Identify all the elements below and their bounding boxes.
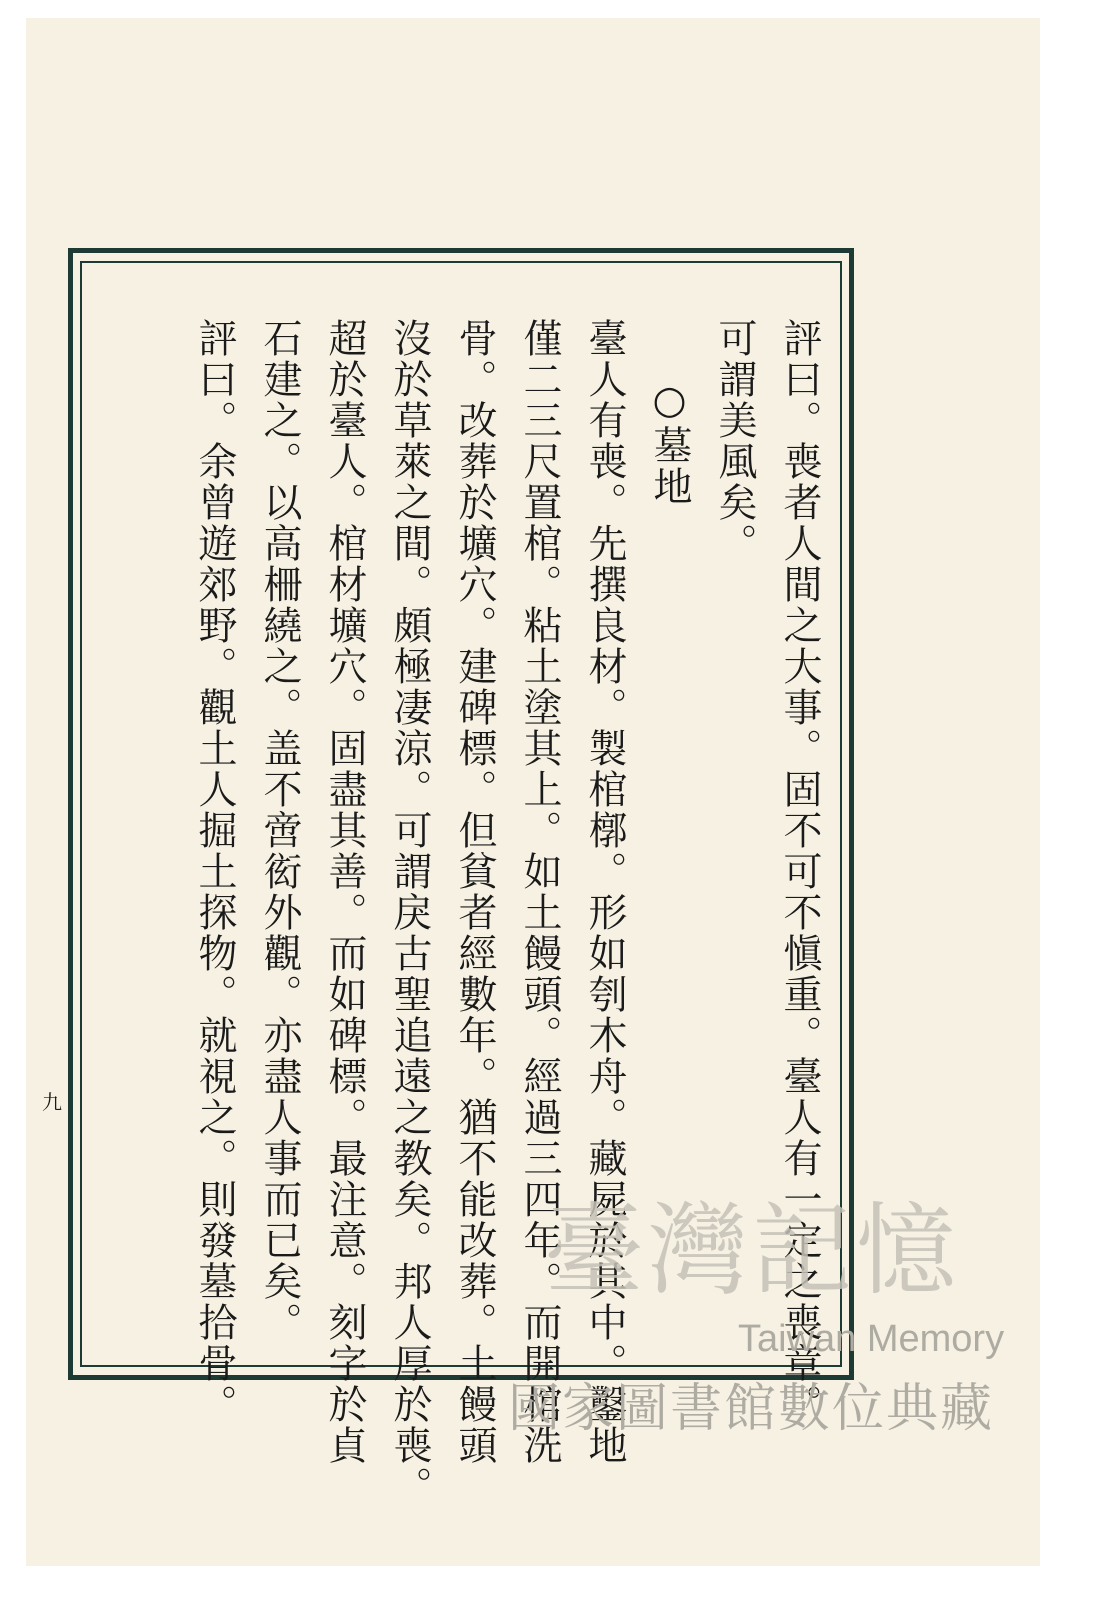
watermark-logo: 臺灣記憶 (544, 1192, 960, 1309)
watermark-english: Taiwan Memory (738, 1318, 1005, 1360)
watermark-chinese: 國家圖書館數位典藏 (508, 1379, 995, 1439)
text-column: 超於臺人。棺材壙穴。固盡其善。而如碑標。最注意。刻字於貞 (322, 318, 367, 1466)
text-column: 評曰。余曾遊郊野。觀土人掘土探物。就視之。則發墓拾骨。 (192, 318, 237, 1425)
text-column: 石建之。以高柵繞之。盖不啻衒外觀。亦盡人事而已矣。 (257, 318, 302, 1343)
text-column: 骨。改葬於壙穴。建碑標。但貧者經數年。猶不能改葬。土饅頭 (452, 318, 497, 1466)
text-column: 僅二三尺置棺。粘土塗其上。如土饅頭。經過三四年。而開棺洗 (517, 318, 562, 1466)
page-number: 九 (42, 1090, 62, 1114)
text-column: 可謂美風矣。 (712, 318, 757, 564)
text-column: 沒於草萊之間。頗極凄涼。可謂戾古聖追遠之教矣。邦人厚於喪。 (387, 318, 432, 1507)
text-column: 臺人有喪。先撰良材。製棺槨。形如刳木舟。藏屍於其中。鑿地 (582, 318, 627, 1466)
section-heading: ○墓地 (647, 378, 692, 507)
text-column: 評曰。喪者人間之大事。固不可不愼重。臺人有一定之喪章。 (777, 318, 822, 1425)
